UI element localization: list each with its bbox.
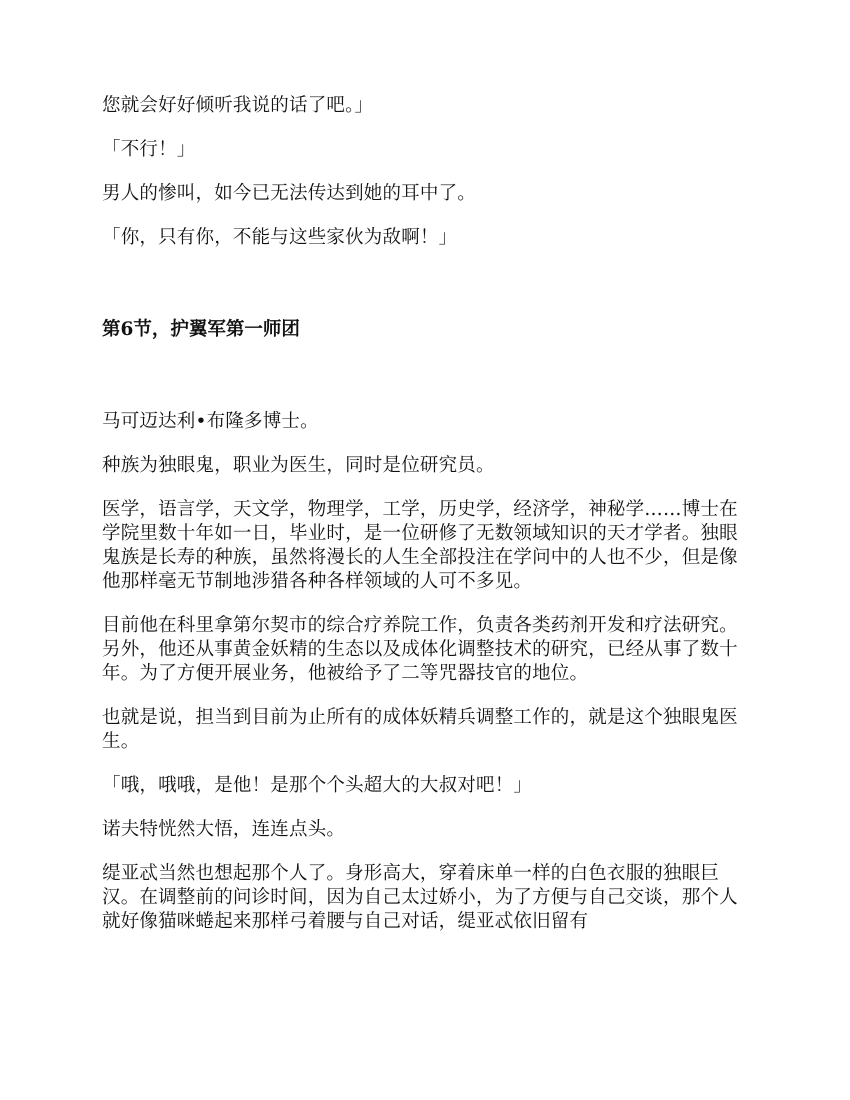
paragraph: 「你，只有你，不能与这些家伙为敌啊！」 [102,227,458,248]
paragraph: 缇亚忒当然也想起那个人了。身形高大，穿着床单一样的白色衣服的独眼巨汉。在调整前的问诊时间，因为自己太过娇小，为了方便与自己交谈，那个人就好像猫咪蜷起来那样弓着腰与自己对话，缇亚忒依旧留有 [102,863,738,932]
paragraph: 「哦，哦哦，是他！是那个个头超大的大叔对吧！」 [102,775,533,796]
document-page [102,94,748,934]
section-title: 第6节，护翼军第一师团 [102,319,300,340]
paragraph: 种族为独眼鬼，职业为医生，同时是位研究员。 [102,455,495,476]
paragraph: 目前他在科里拿第尔契市的综合疗养院工作，负责各类药剂开发和疗法研究。另外，他还从事黄金妖精的生态以及成体化调整技术的研究，已经从事了数十年。为了方便开展业务，他被给予了二等咒器技官的地位。 [102,615,738,684]
paragraph: 您就会好好倾听我说的话了吧。」 [102,95,374,116]
paragraph: 也就是说，担当到目前为止所有的成体妖精兵调整工作的，就是这个独眼鬼医生。 [102,707,738,752]
paragraph: 男人的惨叫，如今已无法传达到她的耳中了。 [102,183,477,204]
paragraph: 医学，语言学，天文学，物理学，工学，历史学，经济学，神秘学……博士在学院里数十年如一日，毕业时，是一位研修了无数领域知识的天才学者。独眼鬼族是长寿的种族，虽然将漫长的人生全部投注在学问中的人也不少，但是像他那样毫无节制地涉猎各种各样领域的人可不多见。 [102,499,738,592]
paragraph: 诺夫特恍然大悟，连连点头。 [102,819,346,840]
paragraph: 马可迈达利•布隆多博士。 [102,411,319,432]
paragraph: 「不行！」 [102,139,196,160]
